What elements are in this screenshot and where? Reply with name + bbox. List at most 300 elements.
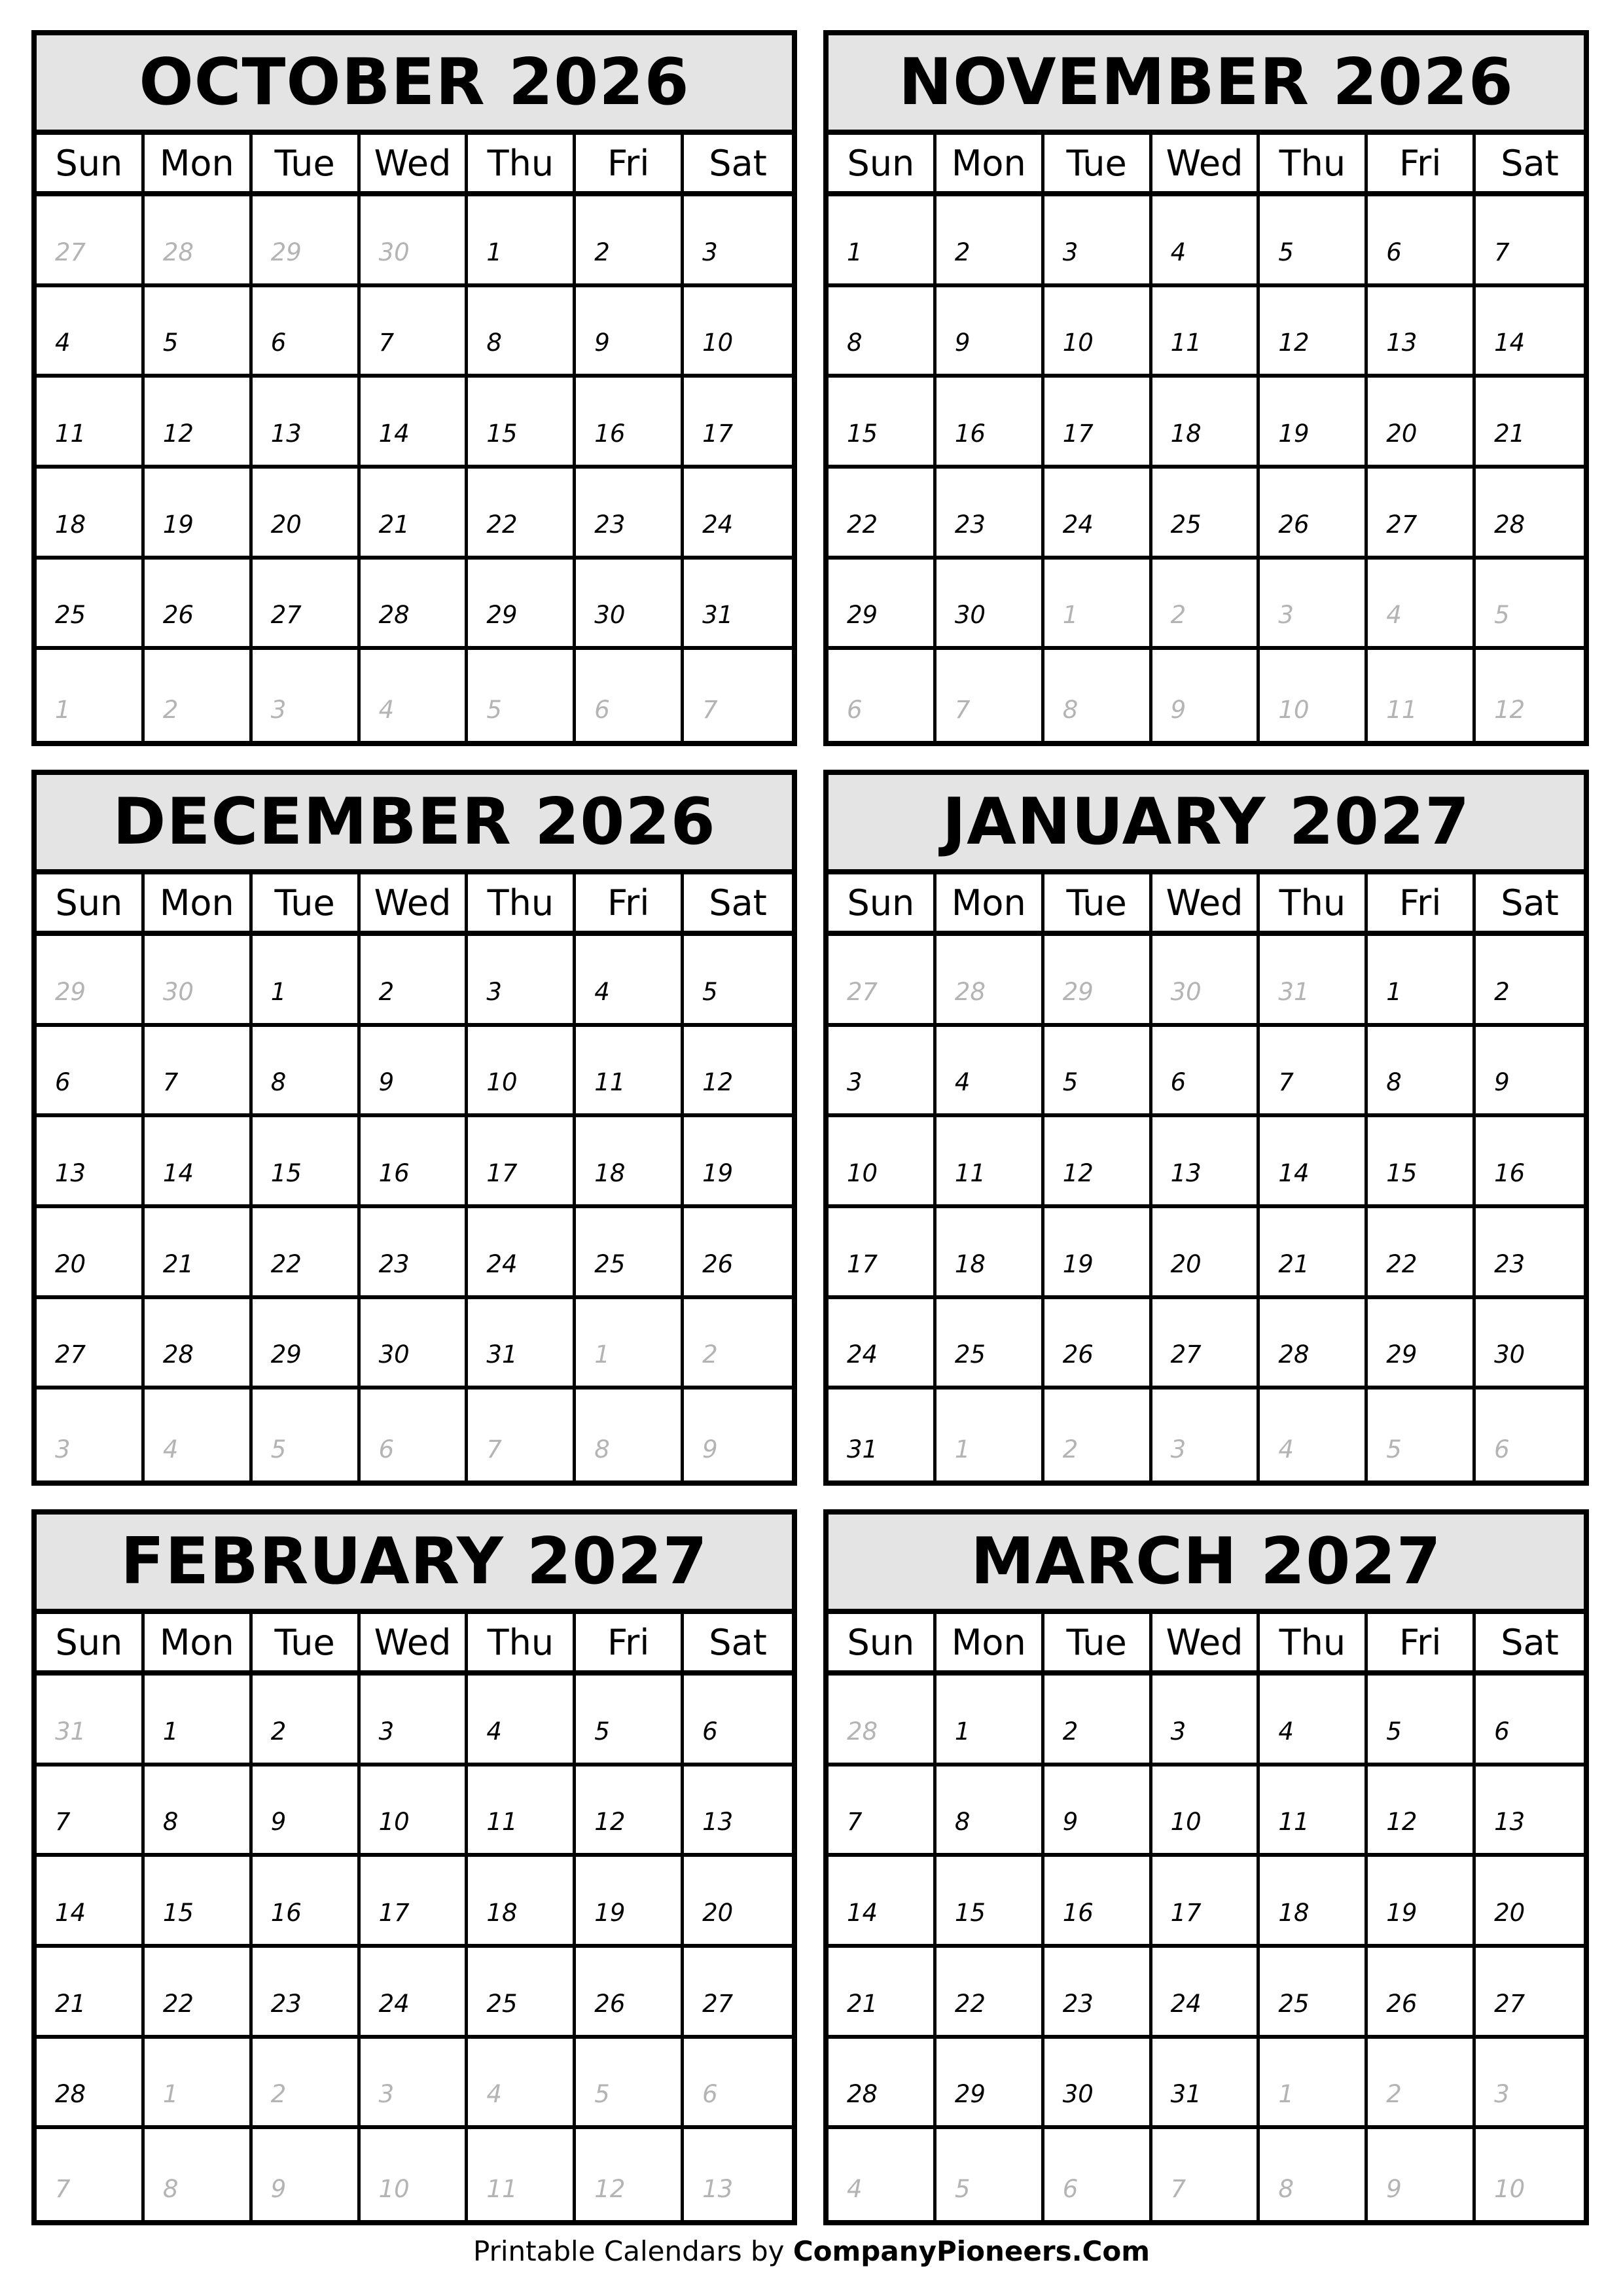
day-cell-other-month bbox=[361, 2129, 469, 2220]
day-number: 7 bbox=[378, 329, 395, 357]
day-cell bbox=[361, 1208, 469, 1299]
weekday-label: Sun bbox=[829, 1614, 936, 1670]
day-number: 11 bbox=[594, 1068, 626, 1097]
day-number: 6 bbox=[702, 1717, 718, 1746]
day-number: 7 bbox=[1278, 1068, 1294, 1097]
day-cell-other-month bbox=[829, 936, 936, 1027]
day-number: 16 bbox=[1494, 1159, 1525, 1187]
day-number: 16 bbox=[954, 420, 986, 448]
day-cell bbox=[1260, 1208, 1368, 1299]
day-cell bbox=[1152, 1767, 1260, 1857]
day-number: 2 bbox=[378, 977, 395, 1006]
day-number: 15 bbox=[270, 1159, 302, 1187]
day-cell bbox=[829, 287, 936, 378]
day-number: 3 bbox=[1170, 1435, 1186, 1463]
day-number: 20 bbox=[702, 1899, 734, 1927]
day-number: 4 bbox=[1278, 1717, 1294, 1746]
weekday-header-row bbox=[829, 135, 1584, 196]
day-number: 9 bbox=[1494, 1068, 1510, 1097]
day-number: 27 bbox=[847, 977, 878, 1006]
day-number: 15 bbox=[847, 420, 878, 448]
day-cell bbox=[1476, 936, 1584, 1027]
day-number: 3 bbox=[55, 1435, 71, 1463]
day-cell-other-month bbox=[1368, 2039, 1476, 2130]
day-number: 5 bbox=[702, 977, 718, 1006]
day-cell-other-month bbox=[361, 2039, 469, 2130]
day-cell-other-month bbox=[1044, 1390, 1152, 1480]
day-number: 13 bbox=[1386, 329, 1418, 357]
day-number: 21 bbox=[1278, 1249, 1310, 1278]
day-number: 2 bbox=[1386, 2080, 1402, 2109]
month-calendar-november-2026 bbox=[823, 30, 1589, 746]
day-number: 22 bbox=[847, 510, 878, 539]
weekday-label: Tue bbox=[253, 874, 361, 931]
day-cell bbox=[253, 1676, 361, 1767]
day-number: 16 bbox=[1062, 1899, 1094, 1927]
day-cell bbox=[37, 1208, 145, 1299]
day-number: 17 bbox=[378, 1899, 410, 1927]
day-number: 3 bbox=[486, 977, 502, 1006]
day-cell bbox=[253, 1027, 361, 1118]
day-cell bbox=[468, 1948, 576, 2039]
day-number: 19 bbox=[594, 1899, 626, 1927]
day-cell bbox=[1260, 1948, 1368, 2039]
day-number: 1 bbox=[486, 238, 502, 266]
day-cell bbox=[1368, 936, 1476, 1027]
day-number: 3 bbox=[378, 2080, 395, 2109]
day-cell bbox=[145, 1857, 253, 1948]
weekday-label: Wed bbox=[361, 135, 469, 191]
day-cell bbox=[684, 1208, 792, 1299]
day-cell bbox=[829, 469, 936, 560]
day-number: 27 bbox=[1170, 1340, 1202, 1369]
day-cell bbox=[1152, 1857, 1260, 1948]
day-number: 12 bbox=[1386, 1808, 1418, 1837]
day-number: 2 bbox=[954, 238, 971, 266]
day-number: 9 bbox=[378, 1068, 395, 1097]
day-cell bbox=[1368, 469, 1476, 560]
day-cell bbox=[37, 1117, 145, 1208]
day-cell bbox=[253, 469, 361, 560]
weekday-label: Wed bbox=[361, 1614, 469, 1670]
day-number: 22 bbox=[162, 1989, 194, 2018]
weekday-label: Mon bbox=[936, 135, 1044, 191]
day-cell-other-month bbox=[1044, 2129, 1152, 2220]
day-number: 2 bbox=[702, 1340, 718, 1369]
day-number: 7 bbox=[954, 696, 971, 724]
day-number: 13 bbox=[55, 1159, 86, 1187]
day-cell bbox=[576, 1027, 684, 1118]
day-number: 6 bbox=[702, 2080, 718, 2109]
day-cell-other-month bbox=[936, 2129, 1044, 2220]
day-cell bbox=[468, 287, 576, 378]
day-cell-other-month bbox=[684, 2039, 792, 2130]
month-title: JANUARY 2027 bbox=[829, 775, 1584, 874]
day-cell bbox=[1476, 1027, 1584, 1118]
day-number: 1 bbox=[954, 1717, 971, 1746]
month-title: NOVEMBER 2026 bbox=[829, 35, 1584, 135]
day-number: 29 bbox=[1386, 1340, 1418, 1369]
day-cell bbox=[37, 1767, 145, 1857]
day-cell bbox=[253, 1208, 361, 1299]
weekday-label: Sat bbox=[1501, 882, 1559, 924]
day-cell bbox=[829, 1767, 936, 1857]
weekday-label: Mon bbox=[936, 874, 1044, 931]
weekday-label: Fri bbox=[576, 874, 684, 931]
day-number: 30 bbox=[594, 601, 626, 630]
day-cell bbox=[1044, 1948, 1152, 2039]
day-number: 3 bbox=[1170, 1717, 1186, 1746]
day-cell bbox=[1152, 196, 1260, 287]
day-cell bbox=[1044, 196, 1152, 287]
day-cell bbox=[361, 1948, 469, 2039]
day-number: 25 bbox=[55, 601, 86, 630]
day-cell bbox=[253, 1948, 361, 2039]
weekday-label: Mon bbox=[145, 1614, 253, 1670]
day-cell bbox=[829, 560, 936, 651]
weekday-label: Sat bbox=[709, 142, 767, 184]
day-number: 8 bbox=[1386, 1068, 1402, 1097]
day-cell bbox=[1152, 2039, 1260, 2130]
day-number: 21 bbox=[162, 1249, 194, 1278]
day-cell bbox=[361, 1117, 469, 1208]
day-number: 14 bbox=[55, 1899, 86, 1927]
day-cell bbox=[1152, 1948, 1260, 2039]
day-cell bbox=[253, 1117, 361, 1208]
day-cell bbox=[1260, 1857, 1368, 1948]
day-cell bbox=[468, 1767, 576, 1857]
day-number: 7 bbox=[1170, 2175, 1186, 2203]
day-number: 6 bbox=[1386, 238, 1402, 266]
day-cell-other-month bbox=[1260, 2129, 1368, 2220]
day-number: 3 bbox=[1494, 2080, 1510, 2109]
day-number: 10 bbox=[702, 329, 734, 357]
day-cell-other-month bbox=[253, 1390, 361, 1480]
day-cell bbox=[361, 1027, 469, 1118]
weekday-label: Fri bbox=[1368, 874, 1476, 931]
day-number: 14 bbox=[1494, 329, 1525, 357]
day-cell-other-month bbox=[829, 2129, 936, 2220]
day-number: 27 bbox=[702, 1989, 734, 2018]
day-number: 23 bbox=[594, 510, 626, 539]
day-number: 20 bbox=[270, 510, 302, 539]
day-number: 11 bbox=[486, 2175, 518, 2203]
day-cell bbox=[576, 1767, 684, 1857]
day-number: 13 bbox=[270, 420, 302, 448]
day-cell bbox=[1044, 469, 1152, 560]
day-number: 25 bbox=[486, 1989, 518, 2018]
month-title: OCTOBER 2026 bbox=[37, 35, 792, 135]
day-cell bbox=[1152, 287, 1260, 378]
day-number: 4 bbox=[1170, 238, 1186, 266]
day-number: 8 bbox=[162, 2175, 179, 2203]
day-number: 24 bbox=[1170, 1989, 1202, 2018]
day-grid bbox=[829, 1676, 1584, 2220]
day-number: 19 bbox=[1278, 420, 1310, 448]
day-number: 27 bbox=[55, 1340, 86, 1369]
day-number: 21 bbox=[1494, 420, 1525, 448]
day-cell bbox=[1152, 1299, 1260, 1390]
day-number: 19 bbox=[1386, 1899, 1418, 1927]
day-number: 30 bbox=[954, 601, 986, 630]
day-cell-other-month bbox=[1368, 1390, 1476, 1480]
day-number: 2 bbox=[1062, 1717, 1079, 1746]
day-cell bbox=[1476, 1676, 1584, 1767]
day-cell bbox=[1260, 469, 1368, 560]
day-number: 14 bbox=[847, 1899, 878, 1927]
day-cell bbox=[37, 469, 145, 560]
day-number: 1 bbox=[1278, 2080, 1294, 2109]
day-number: 8 bbox=[594, 1435, 610, 1463]
footer-brand: CompanyPioneers.Com bbox=[793, 2235, 1150, 2267]
weekday-label: Mon bbox=[145, 874, 253, 931]
footer-credit bbox=[0, 2235, 1623, 2267]
day-cell bbox=[1476, 1299, 1584, 1390]
day-number: 29 bbox=[486, 601, 518, 630]
day-cell bbox=[1152, 1676, 1260, 1767]
day-number: 1 bbox=[954, 1435, 971, 1463]
day-cell bbox=[253, 287, 361, 378]
day-cell bbox=[361, 1857, 469, 1948]
weekday-label: Tue bbox=[1044, 1614, 1152, 1670]
day-cell-other-month bbox=[576, 650, 684, 741]
day-cell-other-month bbox=[1476, 650, 1584, 741]
day-number: 10 bbox=[1494, 2175, 1525, 2203]
day-number: 3 bbox=[1062, 238, 1079, 266]
day-number: 29 bbox=[55, 977, 86, 1006]
day-cell-other-month bbox=[1260, 560, 1368, 651]
day-cell-other-month bbox=[253, 196, 361, 287]
day-number: 9 bbox=[1170, 696, 1186, 724]
day-number: 29 bbox=[954, 2080, 986, 2109]
day-number: 9 bbox=[270, 1808, 287, 1837]
day-cell bbox=[145, 1948, 253, 2039]
day-cell-other-month bbox=[1476, 2129, 1584, 2220]
day-number: 28 bbox=[162, 238, 194, 266]
day-cell-other-month bbox=[576, 1299, 684, 1390]
weekday-label: Thu bbox=[468, 874, 576, 931]
day-cell bbox=[468, 1208, 576, 1299]
day-cell bbox=[1476, 378, 1584, 469]
day-number: 30 bbox=[378, 238, 410, 266]
day-cell bbox=[253, 1767, 361, 1857]
day-cell bbox=[936, 560, 1044, 651]
day-number: 15 bbox=[486, 420, 518, 448]
day-cell-other-month bbox=[145, 2129, 253, 2220]
day-cell bbox=[1260, 287, 1368, 378]
day-number: 26 bbox=[1386, 1989, 1418, 2018]
day-number: 18 bbox=[1170, 420, 1202, 448]
weekday-label: Sun bbox=[37, 135, 145, 191]
month-title: MARCH 2027 bbox=[829, 1515, 1584, 1614]
day-number: 23 bbox=[1062, 1989, 1094, 2018]
day-number: 9 bbox=[1386, 2175, 1402, 2203]
day-number: 19 bbox=[1062, 1249, 1094, 1278]
day-number: 6 bbox=[55, 1068, 71, 1097]
month-title: DECEMBER 2026 bbox=[37, 775, 792, 874]
weekday-label: Sat bbox=[709, 882, 767, 924]
day-cell bbox=[1260, 196, 1368, 287]
day-cell bbox=[1044, 1767, 1152, 1857]
day-number: 5 bbox=[1494, 601, 1510, 630]
day-cell bbox=[1368, 1299, 1476, 1390]
day-number: 24 bbox=[1062, 510, 1094, 539]
day-cell bbox=[1044, 378, 1152, 469]
day-cell bbox=[1260, 1299, 1368, 1390]
day-number: 4 bbox=[594, 977, 610, 1006]
day-number: 7 bbox=[55, 2175, 71, 2203]
day-number: 17 bbox=[1062, 420, 1094, 448]
weekday-label: Wed bbox=[361, 874, 469, 931]
day-cell bbox=[361, 560, 469, 651]
day-number: 11 bbox=[954, 1159, 986, 1187]
day-cell bbox=[1476, 287, 1584, 378]
day-cell bbox=[829, 1390, 936, 1480]
day-cell bbox=[936, 196, 1044, 287]
day-grid bbox=[829, 936, 1584, 1480]
day-cell bbox=[1476, 1857, 1584, 1948]
day-grid bbox=[37, 936, 792, 1480]
day-cell bbox=[468, 1676, 576, 1767]
day-number: 22 bbox=[270, 1249, 302, 1278]
day-cell bbox=[1152, 1117, 1260, 1208]
day-cell bbox=[361, 936, 469, 1027]
day-cell bbox=[1152, 469, 1260, 560]
day-number: 6 bbox=[1494, 1435, 1510, 1463]
day-number: 3 bbox=[1278, 601, 1294, 630]
day-number: 20 bbox=[1494, 1899, 1525, 1927]
day-number: 4 bbox=[1278, 1435, 1294, 1463]
day-cell bbox=[1368, 1857, 1476, 1948]
day-number: 3 bbox=[378, 1717, 395, 1746]
day-number: 25 bbox=[1278, 1989, 1310, 2018]
day-number: 26 bbox=[1062, 1340, 1094, 1369]
day-number: 7 bbox=[1494, 238, 1510, 266]
day-cell bbox=[1044, 1208, 1152, 1299]
day-cell-other-month bbox=[253, 2129, 361, 2220]
day-cell-other-month bbox=[1260, 936, 1368, 1027]
day-number: 29 bbox=[270, 1340, 302, 1369]
day-cell bbox=[1368, 1117, 1476, 1208]
day-cell bbox=[1368, 1208, 1476, 1299]
day-number: 16 bbox=[594, 420, 626, 448]
day-cell bbox=[829, 378, 936, 469]
day-number: 8 bbox=[162, 1808, 179, 1837]
day-cell-other-month bbox=[37, 2129, 145, 2220]
day-number: 3 bbox=[270, 696, 287, 724]
day-cell bbox=[468, 1857, 576, 1948]
day-number: 18 bbox=[55, 510, 86, 539]
day-number: 17 bbox=[486, 1159, 518, 1187]
day-number: 14 bbox=[162, 1159, 194, 1187]
day-cell bbox=[1044, 2039, 1152, 2130]
day-cell-other-month bbox=[936, 650, 1044, 741]
day-number: 24 bbox=[702, 510, 734, 539]
day-number: 17 bbox=[1170, 1899, 1202, 1927]
day-number: 31 bbox=[1170, 2080, 1202, 2109]
day-number: 4 bbox=[486, 2080, 502, 2109]
weekday-label: Fri bbox=[576, 1614, 684, 1670]
day-number: 21 bbox=[55, 1989, 86, 2018]
day-cell bbox=[37, 287, 145, 378]
day-cell-other-month bbox=[684, 650, 792, 741]
day-number: 7 bbox=[162, 1068, 179, 1097]
day-cell bbox=[468, 378, 576, 469]
day-cell-other-month bbox=[361, 196, 469, 287]
weekday-header-row bbox=[37, 874, 792, 936]
day-cell bbox=[1044, 1027, 1152, 1118]
day-number: 15 bbox=[162, 1899, 194, 1927]
day-number: 8 bbox=[1062, 696, 1079, 724]
day-cell bbox=[684, 936, 792, 1027]
day-number: 9 bbox=[594, 329, 610, 357]
weekday-label: Fri bbox=[1368, 135, 1476, 191]
day-grid bbox=[37, 196, 792, 741]
day-cell bbox=[829, 1948, 936, 2039]
day-number: 9 bbox=[702, 1435, 718, 1463]
day-cell-other-month bbox=[1044, 650, 1152, 741]
day-cell bbox=[1044, 1857, 1152, 1948]
day-number: 5 bbox=[1386, 1435, 1402, 1463]
day-number: 18 bbox=[486, 1899, 518, 1927]
day-number: 8 bbox=[954, 1808, 971, 1837]
day-number: 22 bbox=[486, 510, 518, 539]
day-cell bbox=[1476, 1948, 1584, 2039]
day-cell-other-month bbox=[468, 2039, 576, 2130]
day-number: 11 bbox=[1170, 329, 1202, 357]
weekday-label: Tue bbox=[1044, 135, 1152, 191]
day-number: 30 bbox=[1062, 2080, 1094, 2109]
weekday-label: Thu bbox=[1260, 874, 1368, 931]
day-cell bbox=[829, 1857, 936, 1948]
day-grid bbox=[37, 1676, 792, 2220]
day-number: 29 bbox=[270, 238, 302, 266]
day-cell bbox=[936, 469, 1044, 560]
day-cell bbox=[829, 1027, 936, 1118]
day-number: 11 bbox=[1278, 1808, 1310, 1837]
day-cell bbox=[829, 2039, 936, 2130]
day-cell-other-month bbox=[468, 2129, 576, 2220]
day-number: 10 bbox=[378, 2175, 410, 2203]
day-number: 5 bbox=[270, 1435, 287, 1463]
day-number: 27 bbox=[55, 238, 86, 266]
day-number: 29 bbox=[1062, 977, 1094, 1006]
month-calendar-february-2027 bbox=[31, 1509, 797, 2225]
day-number: 4 bbox=[55, 329, 71, 357]
day-number: 29 bbox=[847, 601, 878, 630]
day-cell bbox=[1476, 196, 1584, 287]
day-number: 1 bbox=[270, 977, 287, 1006]
day-cell bbox=[576, 287, 684, 378]
day-number: 8 bbox=[1278, 2175, 1294, 2203]
day-number: 16 bbox=[378, 1159, 410, 1187]
day-cell bbox=[468, 196, 576, 287]
day-cell bbox=[576, 1117, 684, 1208]
day-number: 19 bbox=[702, 1159, 734, 1187]
day-cell bbox=[1152, 1208, 1260, 1299]
weekday-header-row bbox=[829, 874, 1584, 936]
day-cell bbox=[829, 196, 936, 287]
day-cell bbox=[936, 1027, 1044, 1118]
day-number: 28 bbox=[954, 977, 986, 1006]
day-cell bbox=[1044, 1117, 1152, 1208]
day-cell bbox=[576, 1857, 684, 1948]
day-number: 2 bbox=[162, 696, 179, 724]
day-number: 11 bbox=[486, 1808, 518, 1837]
day-cell bbox=[1260, 1767, 1368, 1857]
day-number: 25 bbox=[594, 1249, 626, 1278]
day-cell bbox=[684, 560, 792, 651]
